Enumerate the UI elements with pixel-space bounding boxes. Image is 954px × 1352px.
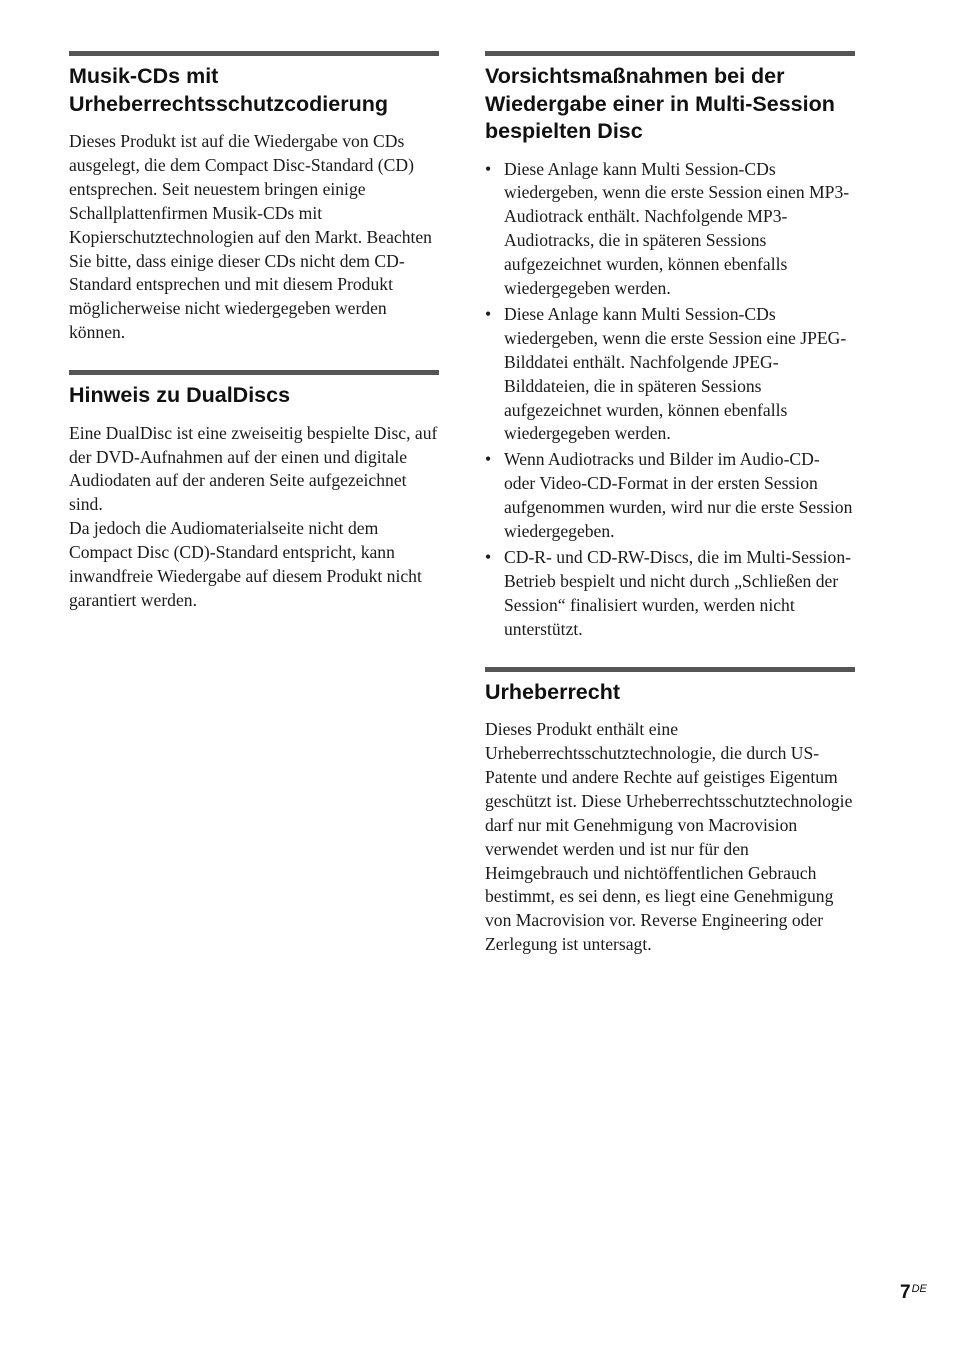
list-item-text: Wenn Audiotracks und Bilder im Audio-CD- oder Video-CD-Format in der ersten Session aufgenommen wurden, wird nur die erste Session wiedergegeben.	[504, 449, 853, 542]
page-language-code: DE	[911, 1283, 927, 1295]
section-dualdiscs	[69, 370, 439, 613]
section-body-copy-protected-cds: Dieses Produkt ist auf die Wiedergabe von CDs ausgelegt, die dem Compact Disc-Standard (CD) entsprechen. Seit neuestem bringen einige Schallplattenfirmen Musik-CDs mit Kopierschutztechnologien auf den Markt. Beachten Sie bitte, dass einige dieser CDs nicht dem CD-Standard entsprechen und mit diesem Produkt möglicherweise nicht wiedergegeben werden können.	[69, 131, 432, 343]
section-body-dualdiscs-1: Eine DualDisc ist eine zweiseitig bespielte Disc, auf der DVD-Aufnahmen auf der einen und digitale Audiodaten auf der anderen Seite aufgezeichnet sind.	[69, 422, 438, 515]
page-number	[900, 1282, 927, 1304]
section-title-copy-protected-cds: Musik-CDs mit Urheberrechtsschutzcodierung	[69, 64, 388, 116]
bullet-icon: •	[485, 449, 492, 470]
bullet-icon: •	[485, 547, 492, 567]
list-item	[485, 546, 855, 642]
section-title-multisession: Vorsichtsmaßnahmen bei der Wiedergabe einer in Multi-Session bespielten Disc	[485, 64, 835, 143]
section-multisession	[485, 51, 855, 642]
page-number-value: 7	[900, 1282, 911, 1303]
bullet-icon: •	[485, 303, 492, 324]
list-item	[485, 448, 855, 544]
list-item-text: Diese Anlage kann Multi Session-CDs wiedergeben, wenn die erste Session eine JPEG-Bilddatei enthält. Nachfolgende JPEG-Bilddateien, die in späteren Sessions aufgezeichnet wurden, können ebenfalls wiedergegeben werden.	[504, 303, 847, 444]
section-title-dualdiscs: Hinweis zu DualDiscs	[69, 383, 291, 408]
section-body-dualdiscs-2: Da jedoch die Audiomaterialseite nicht dem Compact Disc (CD)-Standard entspricht, kann inwandfreie Wiedergabe auf diesem Produkt nicht garantiert werden.	[69, 518, 422, 610]
section-body-copyright: Dieses Produkt enthält eine Urheberrechtsschutztechnologie, die durch US-Patente und andere Rechte auf geistiges Eigentum geschützt ist. Diese Urheberrechtsschutztechnologie darf nur mit Genehmigung von Macrovision verwendet werden und ist nur für den Heimgebrauch und nichtöffentlichen Gebrauch bestimmt, es sei denn, es liegt eine Genehmigung von Macrovision vor. Reverse Engineering oder Zerlegung ist untersagt.	[485, 719, 853, 955]
bullet-icon: •	[485, 158, 492, 179]
list-item-text: CD-R- und CD-RW-Discs, die im Multi-Session-Betrieb bespielt und nicht durch „Schließen der Session“ finalisiert wurden, werden nicht unterstützt.	[504, 547, 851, 639]
list-item	[485, 303, 855, 446]
right-column	[485, 51, 855, 957]
list-item-text: Diese Anlage kann Multi Session-CDs wiedergeben, wenn die erste Session einen MP3-Audiotrack enthält. Nachfolgende MP3-Audiotracks, die in späteren Sessions aufgezeichnet wurden, können ebenfalls wiedergegeben werden.	[504, 158, 850, 299]
left-column	[69, 51, 439, 613]
section-title-copyright: Urheberrecht	[485, 679, 621, 704]
multisession-bullet-list	[485, 158, 855, 642]
section-copyright	[485, 667, 855, 958]
list-item	[485, 158, 855, 301]
section-copy-protected-cds	[69, 51, 439, 345]
